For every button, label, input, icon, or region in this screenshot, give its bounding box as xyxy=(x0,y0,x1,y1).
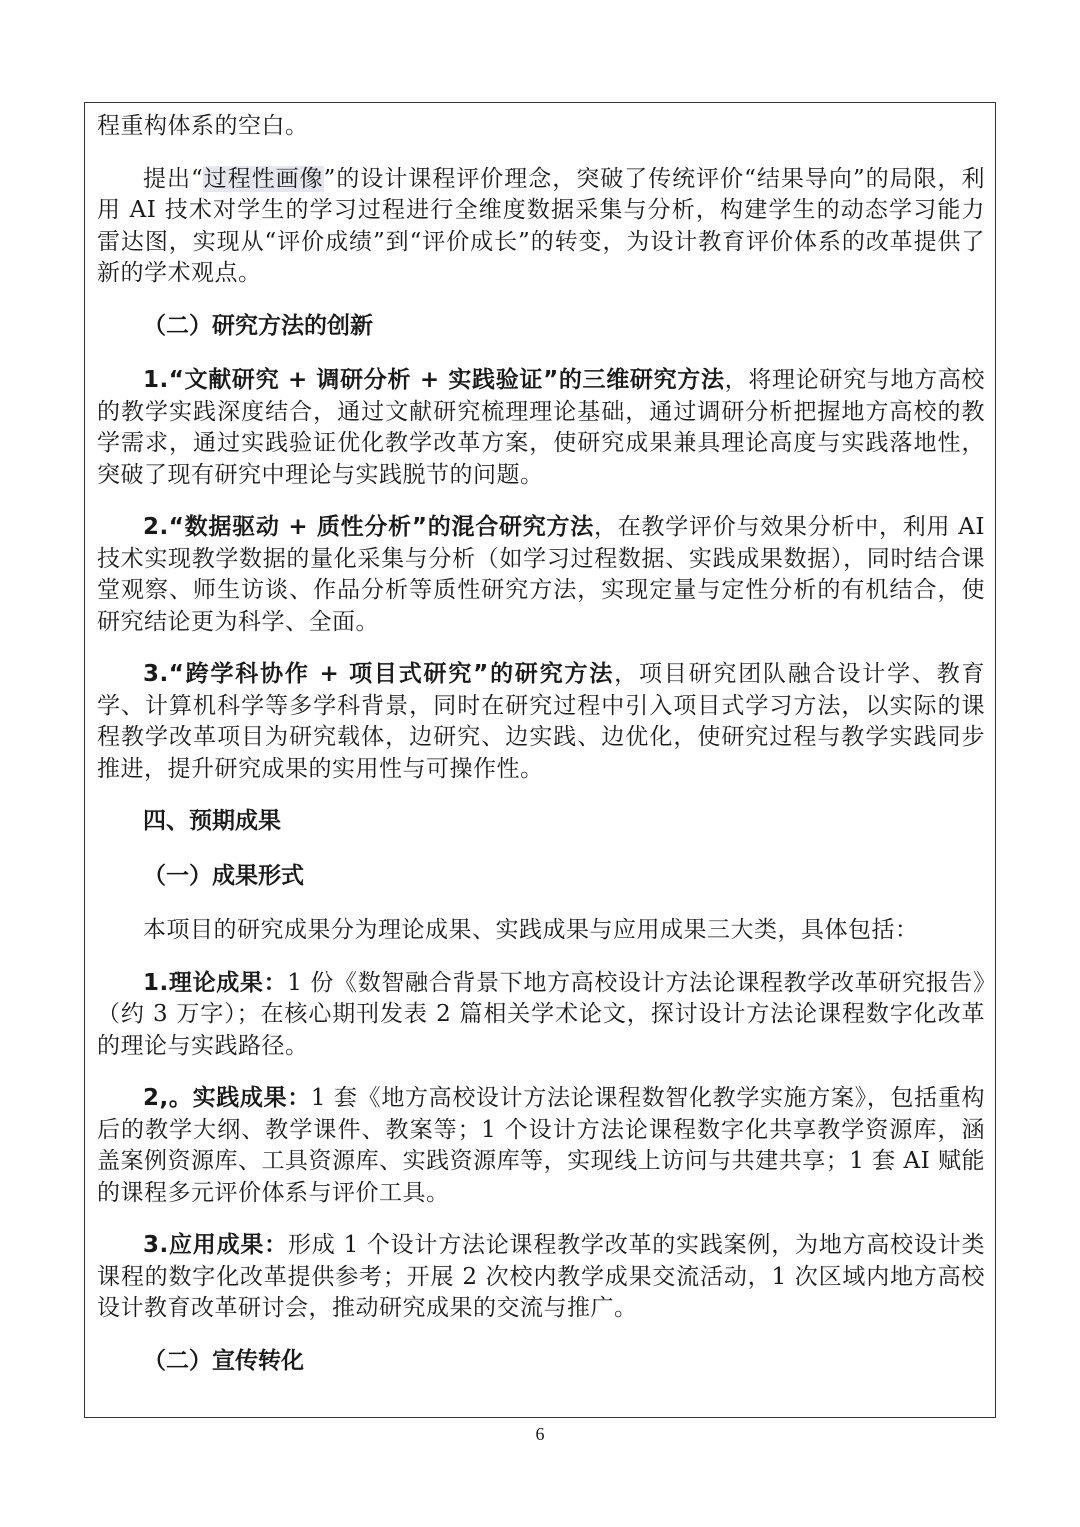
method-1-title: 1.“文献研究 + 调研分析 + 实践验证”的三维研究方法 xyxy=(143,367,725,393)
highlighted-term: 过程性画像 xyxy=(203,165,324,192)
document-frame xyxy=(84,102,996,1418)
text: 形成 1 个设计方法论课程教学改革的实践案例，为地方高校设计类课程的数字化改革提供参考；开展 2 次校内教学成果交流活动，1 次区域内地方高校设计教育改革研讨会，推动研究成果的交流与推广。 xyxy=(97,1232,985,1321)
method-3-title: 3.“跨学科协作 + 项目式研究”的研究方法 xyxy=(143,661,615,687)
paragraph-theory-results xyxy=(97,968,985,1063)
theory-results-title: 1.理论成果： xyxy=(143,969,288,996)
paragraph-evaluation-concept xyxy=(97,164,985,290)
paragraph-application-results xyxy=(97,1230,985,1325)
text: 本项目的研究成果分为理论成果、实践成果与应用成果三大类，具体包括： xyxy=(143,917,919,943)
method-2-title: 2.“数据驱动 + 质性分析”的混合研究方法 xyxy=(143,514,594,540)
text: 程重构体系的空白。 xyxy=(97,113,309,139)
text: ，将理论研究与地方高校的教学实践深度结合，通过文献研究梳理理论基础，通过调研分析把握地方高校的教学需求，通过实践验证优化教学改革方案，使研究成果兼具理论高度与实践落地性，突破了现有研究中理论与实践脱节的问题。 xyxy=(97,367,986,488)
text: 1 套《地方高校设计方法论课程数智化教学实施方案》，包括重构后的教学大纲、教学课件、教案等；1 个设计方法论课程数字化共享教学资源库，涵盖案例资源库、工具资源库、实践资源库等，实现线上访问与共建共享；1 套 AI 赋能的课程多元评价体系与评价工具。 xyxy=(97,1085,985,1206)
text: ，项目研究团队融合设计学、教育学、计算机科学等多学科背景，同时在研究过程中引入项目式学习方法，以实际的课程教学改革项目为研究载体，边研究、边实践、边优化，使研究过程与教学实践同步推进，提升研究成果的实用性与可操作性。 xyxy=(97,661,985,782)
text: ，在教学评价与效果分析中，利用 AI 技术实现教学数据的量化采集与分析（如学习过程数据、实践成果数据），同时结合课堂观察、师生访谈、作品分析等质性研究方法，实现定量与定性分析的有机结合，使研究结论更为科学、全面。 xyxy=(97,514,985,635)
application-results-title: 3.应用成果： xyxy=(143,1232,288,1258)
text: 提出“ xyxy=(143,165,204,192)
section-heading-expected-results: 四、预期成果 xyxy=(143,808,281,834)
paragraph-continuation xyxy=(97,111,985,143)
section-heading-method-innovation: （二）研究方法的创新 xyxy=(143,312,373,339)
paragraph-method-2 xyxy=(97,512,985,638)
paragraph-practice-results xyxy=(97,1083,985,1209)
text: 1 份《数智融合背景下地方高校设计方法论课程教学改革研究报告》（约 3 万字）；在核心期刊发表 2 篇相关学术论文，探讨设计方法论课程数字化改革的理论与实践路径。 xyxy=(97,969,985,1059)
page-number: 6 xyxy=(535,1424,545,1444)
section-heading-result-forms: （一）成果形式 xyxy=(143,862,304,889)
practice-results-title: 2,。实践成果： xyxy=(143,1085,311,1111)
text: ”的设计课程评价理念，突破了传统评价“结果导向”的局限，利用 AI 技术对学生的学习过程进行全维度数据采集与分析，构建学生的动态学习能力雷达图，实现从“评价成绩”到“评价成长”的转变，为设计教育评价体系的改革提供了新的学术观点。 xyxy=(97,165,986,286)
paragraph-results-intro xyxy=(97,915,985,947)
paragraph-method-3 xyxy=(97,659,985,785)
section-heading-promotion: （二）宣传转化 xyxy=(143,1347,304,1374)
paragraph-method-1 xyxy=(97,365,985,491)
